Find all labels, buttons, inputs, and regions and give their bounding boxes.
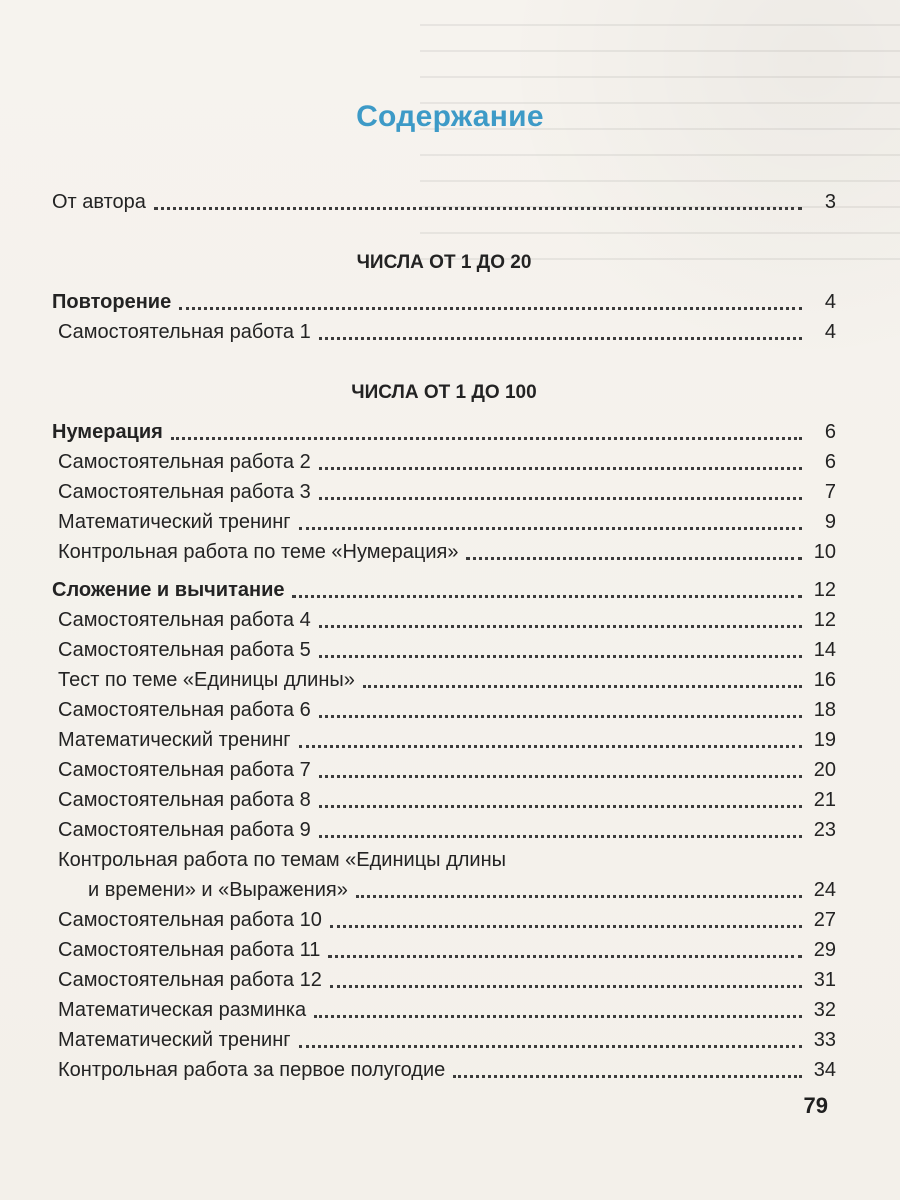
toc-page-number: 20 bbox=[813, 759, 836, 781]
toc-entry-math-training-1 bbox=[52, 507, 836, 537]
dot-leader bbox=[299, 526, 802, 530]
toc-entry-from-author bbox=[52, 187, 836, 217]
dot-leader bbox=[330, 984, 802, 988]
dot-leader bbox=[292, 594, 802, 598]
dot-leader bbox=[154, 206, 802, 210]
toc-page-number: 16 bbox=[813, 669, 836, 691]
toc-page-number: 3 bbox=[824, 191, 836, 213]
toc-entry-math-warmup bbox=[52, 995, 836, 1025]
page-number: 79 bbox=[803, 1093, 828, 1118]
toc-label: Самостоятельная работа 5 bbox=[58, 639, 311, 661]
toc-entry-sr6 bbox=[52, 695, 836, 725]
toc-entry-test-length bbox=[52, 665, 836, 695]
toc-entry-control-units-line1: Контрольная работа по темам «Единицы длины bbox=[58, 849, 507, 871]
dot-leader bbox=[356, 894, 802, 898]
toc-entry-sr10 bbox=[52, 905, 836, 935]
toc-page-number: 21 bbox=[813, 789, 836, 811]
toc-page-number: 9 bbox=[824, 511, 836, 533]
dot-leader bbox=[330, 924, 802, 928]
toc-label: Контрольная работа за первое полугодие bbox=[58, 1059, 446, 1081]
dot-leader bbox=[319, 714, 802, 718]
dot-leader bbox=[319, 336, 802, 340]
toc-label: Сложение и вычитание bbox=[52, 579, 285, 601]
dot-leader bbox=[179, 306, 802, 310]
dot-leader bbox=[363, 684, 802, 688]
toc-page-number: 6 bbox=[824, 451, 836, 473]
dot-leader bbox=[299, 744, 802, 748]
dot-leader bbox=[319, 654, 802, 658]
toc-page-number: 18 bbox=[813, 699, 836, 721]
toc-page-number: 12 bbox=[813, 579, 836, 601]
toc-label: Самостоятельная работа 6 bbox=[58, 699, 311, 721]
dot-leader bbox=[319, 834, 802, 838]
toc-label: Контрольная работа по теме «Нумерация» bbox=[58, 541, 459, 563]
spacer bbox=[52, 567, 836, 575]
toc-entry-math-training-3 bbox=[52, 1025, 836, 1055]
toc-label: Самостоятельная работа 4 bbox=[58, 609, 311, 631]
toc-page-number: 29 bbox=[813, 939, 836, 961]
dot-leader bbox=[319, 624, 802, 628]
toc-page-number: 14 bbox=[813, 639, 836, 661]
toc-label: Самостоятельная работа 1 bbox=[58, 321, 311, 343]
toc-label: Тест по теме «Единицы длины» bbox=[58, 669, 355, 691]
dot-leader bbox=[328, 954, 802, 958]
toc-page-number: 24 bbox=[813, 879, 836, 901]
section-heading-1-100: ЧИСЛА ОТ 1 ДО 100 bbox=[351, 382, 537, 403]
toc-page-number: 31 bbox=[813, 969, 836, 991]
toc-entry-sr8 bbox=[52, 785, 836, 815]
toc-label: Самостоятельная работа 10 bbox=[58, 909, 322, 931]
toc-label: Нумерация bbox=[52, 421, 163, 443]
toc-entry-control-units-line2 bbox=[52, 875, 836, 905]
dot-leader bbox=[453, 1074, 802, 1078]
toc-label: Самостоятельная работа 7 bbox=[58, 759, 311, 781]
toc-page-number: 7 bbox=[824, 481, 836, 503]
toc-label: Самостоятельная работа 3 bbox=[58, 481, 311, 503]
dot-leader bbox=[171, 436, 802, 440]
toc-label: Математический тренинг bbox=[58, 729, 291, 751]
toc-label: Математический тренинг bbox=[58, 511, 291, 533]
toc-entry-math-training-2 bbox=[52, 725, 836, 755]
dot-leader bbox=[319, 496, 802, 500]
toc-entry-sr9 bbox=[52, 815, 836, 845]
toc-entry-sr4 bbox=[52, 605, 836, 635]
toc-page-number: 27 bbox=[813, 909, 836, 931]
toc-page-number: 10 bbox=[813, 541, 836, 563]
dot-leader bbox=[314, 1014, 802, 1018]
section-heading-1-20: ЧИСЛА ОТ 1 ДО 20 bbox=[356, 252, 532, 273]
toc-entry-sr11 bbox=[52, 935, 836, 965]
dot-leader bbox=[319, 774, 802, 778]
toc-entry-sr7 bbox=[52, 755, 836, 785]
toc-entry-sr12 bbox=[52, 965, 836, 995]
toc-page-number: 4 bbox=[824, 291, 836, 313]
toc-entry-addition-subtraction bbox=[52, 575, 836, 605]
dot-leader bbox=[466, 556, 802, 560]
page-title: Содержание bbox=[356, 100, 544, 133]
toc-label: От автора bbox=[52, 191, 146, 213]
toc-entry-sr2 bbox=[52, 447, 836, 477]
toc-label: Самостоятельная работа 9 bbox=[58, 819, 311, 841]
toc-label: Самостоятельная работа 11 bbox=[58, 939, 321, 961]
toc-page-number: 4 bbox=[824, 321, 836, 343]
toc-page-number: 19 bbox=[813, 729, 836, 751]
dot-leader bbox=[319, 804, 802, 808]
dot-leader bbox=[319, 466, 802, 470]
dot-leader bbox=[299, 1044, 802, 1048]
toc-label: Самостоятельная работа 8 bbox=[58, 789, 311, 811]
toc-entry-control-numbering bbox=[52, 537, 836, 567]
toc-entry-sr3 bbox=[52, 477, 836, 507]
toc-label: Самостоятельная работа 2 bbox=[58, 451, 311, 473]
toc-entry-numbering bbox=[52, 417, 836, 447]
table-of-contents bbox=[52, 187, 836, 1085]
toc-page-number: 6 bbox=[824, 421, 836, 443]
toc-page-number: 33 bbox=[813, 1029, 836, 1051]
toc-entry-control-half-year bbox=[52, 1055, 836, 1085]
toc-entry-sr1 bbox=[52, 317, 836, 347]
toc-label: Математическая разминка bbox=[58, 999, 307, 1021]
toc-page-number: 32 bbox=[813, 999, 836, 1021]
toc-entry-repeat bbox=[52, 287, 836, 317]
toc-label: и времени» и «Выражения» bbox=[88, 879, 348, 901]
toc-label: Математический тренинг bbox=[58, 1029, 291, 1051]
toc-page-number: 12 bbox=[813, 609, 836, 631]
toc-label: Самостоятельная работа 12 bbox=[58, 969, 322, 991]
toc-page-number: 34 bbox=[813, 1059, 836, 1081]
toc-page-number: 23 bbox=[813, 819, 836, 841]
toc-entry-sr5 bbox=[52, 635, 836, 665]
toc-label: Повторение bbox=[52, 291, 172, 313]
